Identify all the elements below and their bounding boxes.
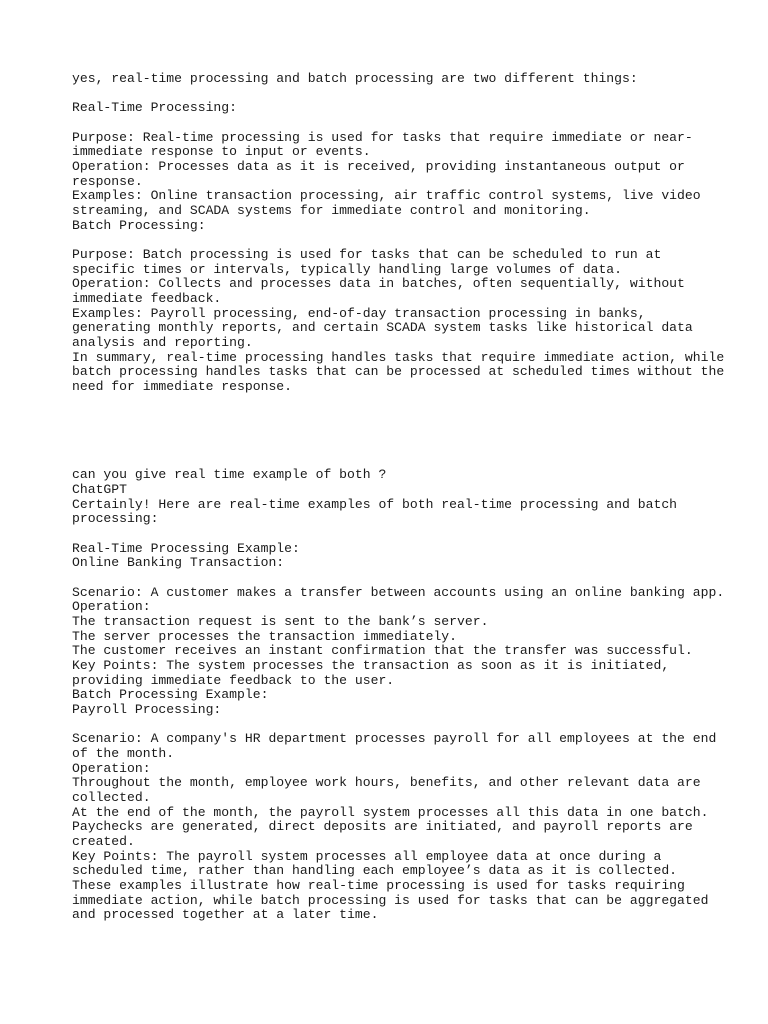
- text-line: Key Points: The system processes the transaction as soon as it is initiated,: [72, 657, 670, 673]
- text-line: Scenario: A customer makes a transfer between accounts using an online banking app.: [72, 584, 725, 600]
- text-line: collected.: [72, 789, 151, 805]
- blank-line: [72, 233, 712, 248]
- text-line: streaming, and SCADA systems for immediate control and monitoring.: [72, 203, 591, 219]
- text-line: providing immediate feedback to the user.: [72, 672, 395, 688]
- conclusion-line: immediate action, while batch processing is used for tasks that can be aggregated: [72, 892, 709, 908]
- batch-example-heading: Batch Processing Example:: [72, 687, 269, 703]
- realtime-heading: Real-Time Processing:: [72, 100, 238, 116]
- text-line: immediate feedback.: [72, 291, 222, 307]
- text-line: scheduled time, rather than handling each employee’s data as it is collected.: [72, 863, 678, 879]
- text-line: generating monthly reports, and certain SCADA system tasks like historical data: [72, 320, 693, 336]
- intro-line: yes, real-time processing and batch processing are two different things:: [72, 71, 638, 86]
- blank-line: [72, 571, 712, 586]
- text-line: specific times or intervals, typically handling large volumes of data.: [72, 261, 623, 277]
- realtime-example-section: [72, 584, 725, 718]
- conclusion-line: These examples illustrate how real-time processing is used for tasks requiring: [72, 877, 685, 893]
- text-line: The customer receives an instant confirmation that the transfer was successful.: [72, 643, 693, 659]
- batch-example-subheading: Payroll Processing:: [72, 701, 222, 717]
- text-line: Throughout the month, employee work hours, benefits, and other relevant data are: [72, 775, 701, 791]
- text-line: created.: [72, 833, 135, 849]
- text-line: Purpose: Real-time processing is used for tasks that require immediate or near-: [72, 129, 693, 145]
- text-line: Scenario: A company's HR department processes payroll for all employees at the end: [72, 731, 717, 747]
- text-line: immediate response to input or events.: [72, 144, 371, 160]
- text-line: Examples: Payroll processing, end-of-day transaction processing in banks,: [72, 305, 646, 321]
- text-line: Operation:: [72, 760, 151, 776]
- blank-line: [72, 116, 712, 131]
- blank-line: [72, 87, 712, 102]
- realtime-section: [72, 131, 712, 234]
- blank-line: [72, 718, 712, 733]
- text-line: The server processes the transaction immediately.: [72, 628, 458, 644]
- summary-line: need for immediate response.: [72, 379, 293, 395]
- realtime-example-heading: Real-Time Processing Example:: [72, 540, 300, 556]
- summary-line: batch processing handles tasks that can be processed at scheduled times without the: [72, 364, 725, 380]
- section-gap: [72, 395, 712, 468]
- text-line: Operation:: [72, 599, 151, 615]
- text-line: Key Points: The payroll system processes all employee data at once during a: [72, 848, 662, 864]
- text-line: Operation: Processes data as it is received, providing instantaneous output or: [72, 159, 685, 175]
- speaker-label: ChatGPT: [72, 481, 128, 497]
- text-line: Paychecks are generated, direct deposits are initiated, and payroll reports are: [72, 819, 693, 835]
- answer-intro-line: processing:: [72, 511, 159, 527]
- text-line: The transaction request is sent to the bank’s server.: [72, 613, 489, 629]
- text-line: Purpose: Batch processing is used for tasks that can be scheduled to run at: [72, 247, 662, 263]
- user-question: can you give real time example of both ?: [72, 467, 387, 483]
- text-line: Examples: Online transaction processing, air traffic control systems, live video: [72, 188, 701, 204]
- blank-line: [72, 527, 712, 542]
- answer-intro-line: Certainly! Here are real-time examples of both real-time processing and batch: [72, 496, 678, 512]
- text-line: Operation: Collects and processes data in batches, often sequentially, without: [72, 276, 685, 292]
- realtime-example-subheading: Online Banking Transaction:: [72, 555, 285, 571]
- text-line: analysis and reporting.: [72, 335, 253, 351]
- text-line: At the end of the month, the payroll system processes all this data in one batch.: [72, 804, 709, 820]
- batch-heading: Batch Processing:: [72, 217, 206, 233]
- text-line: of the month.: [72, 745, 175, 761]
- summary-line: In summary, real-time processing handles tasks that require immediate action, while: [72, 349, 725, 365]
- conclusion-line: and processed together at a later time.: [72, 907, 379, 923]
- batch-section: [72, 247, 725, 395]
- batch-example-section: [72, 731, 717, 923]
- document-page: [72, 71, 725, 923]
- text-line: response.: [72, 173, 143, 189]
